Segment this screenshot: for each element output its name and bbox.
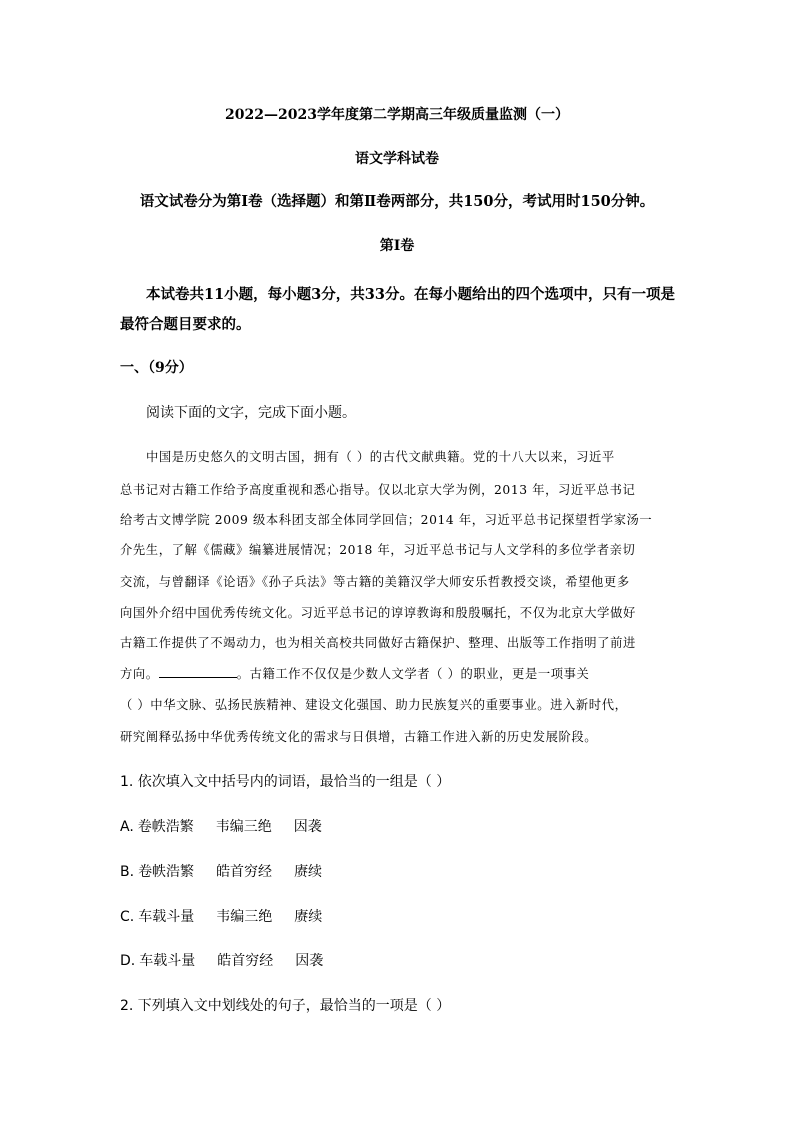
- option-word: 韦编三绝: [216, 909, 273, 925]
- passage-text: 方向。: [120, 667, 159, 681]
- passage-line: 研究阐释弘扬中华优秀传统文化的需求与日俱增，古籍工作进入新的历史发展阶段。: [120, 730, 598, 744]
- exam-subtitle: 语文学科试卷: [355, 151, 439, 167]
- passage-line: 给考古文博学院 2009 级本科团支部全体同学回信；2014 年，习近平总书记探望哲学家汤一: [120, 513, 653, 527]
- option-word: 卷帙浩繁: [137, 819, 194, 835]
- option-word: 赓续: [294, 909, 323, 925]
- option-word: 皓首穷经: [216, 864, 273, 880]
- passage-text: 。古籍工作不仅仅是少数人文学者（ ）的职业，更是一项事关: [236, 667, 590, 681]
- question-1-option-b[interactable]: [120, 861, 322, 881]
- exam-note: 语文试卷分为第Ⅰ卷（选择题）和第Ⅱ卷两部分，共150分，考试用时150分钟。: [139, 193, 655, 210]
- option-label: A.: [120, 819, 134, 835]
- option-word: 因袭: [295, 953, 324, 969]
- passage-line: 介先生，了解《儒藏》编纂进展情况；2018 年，习近平总书记与人文学科的多位学者亲切: [120, 543, 636, 557]
- option-word: 赓续: [294, 864, 323, 880]
- option-word: 车载斗量: [138, 909, 195, 925]
- instructions-line-2: 最符合题目要求的。: [120, 316, 251, 333]
- section-heading: 一、（9分）: [120, 360, 193, 376]
- option-word: 因袭: [293, 819, 322, 835]
- question-2-stem: 2. 下列填入文中划线处的句子，最恰当的一项是（ ）: [120, 998, 451, 1014]
- question-1-stem: 1. 依次填入文中括号内的词语，最恰当的一组是（ ）: [120, 774, 451, 790]
- option-word: 卷帙浩繁: [138, 864, 195, 880]
- section-lead: 阅读下面的文字，完成下面小题。: [146, 405, 356, 421]
- passage-line: [120, 664, 676, 682]
- passage-line: 交流，与曾翻译《论语》《孙子兵法》等古籍的美籍汉学大师安乐哲教授交谈，希望他更多: [120, 575, 630, 589]
- passage-line: 向国外介绍中国优秀传统文化。习近平总书记的谆谆教诲和殷殷嘱托，不仅为北京大学做好: [120, 606, 636, 620]
- exam-title: 2022—2023学年度第二学期高三年级质量监测（一）: [225, 107, 569, 123]
- option-label: D.: [120, 953, 136, 969]
- answer-blank[interactable]: [159, 665, 237, 678]
- passage-line: 古籍工作提供了不竭动力，也为相关高校共同做好古籍保护、整理、出版等工作指明了前进: [120, 636, 636, 650]
- option-word: 皓首穷经: [217, 953, 274, 969]
- option-word: 车载斗量: [139, 953, 196, 969]
- instructions-line-1: 本试卷共11小题，每小题3分，共33分。在每小题给出的四个选项中，只有一项是: [146, 286, 675, 303]
- question-1-option-d[interactable]: [120, 950, 323, 970]
- passage-line: （ ）中华文脉、弘扬民族精神、建设文化强国、助力民族复兴的重要事业。进入新时代，: [120, 698, 628, 712]
- part-heading: 第Ⅰ卷: [379, 238, 415, 254]
- passage-line: 中国是历史悠久的文明古国，拥有（ ）的古代文献典籍。党的十八大以来，习近平: [146, 450, 615, 464]
- question-1-option-c[interactable]: [120, 906, 322, 926]
- question-1-option-a[interactable]: [120, 816, 322, 836]
- option-label: B.: [120, 864, 135, 880]
- passage-line: 总书记对古籍工作给予高度重视和悉心指导。仅以北京大学为例，2013 年，习近平总书记: [120, 483, 636, 497]
- option-word: 韦编三绝: [215, 819, 272, 835]
- option-label: C.: [120, 909, 135, 925]
